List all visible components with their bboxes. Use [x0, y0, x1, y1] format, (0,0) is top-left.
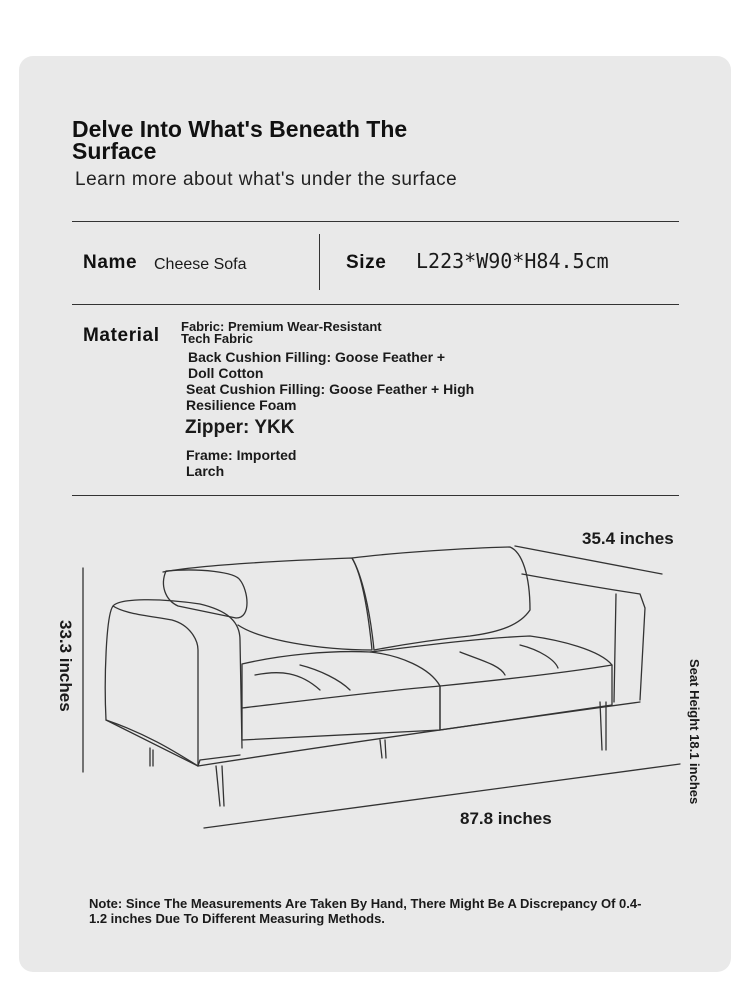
size-value: L223*W90*H84.5cm — [416, 249, 609, 273]
leg-front-left — [216, 766, 224, 806]
seat-cushion-right — [370, 636, 612, 730]
height-label: 33.3 inches — [56, 620, 75, 712]
material-fabric: Fabric: Premium Wear-Resistant Tech Fabric — [181, 319, 382, 346]
depth-dimension-line — [515, 546, 662, 574]
name-label: Name — [83, 252, 138, 273]
page-title: Delve Into What's Beneath The Surface — [72, 116, 408, 164]
back-cushion-left-top — [163, 570, 247, 618]
material-frame: Frame: Imported Larch — [186, 447, 297, 479]
leg-middle — [380, 740, 386, 758]
left-arm-front — [105, 606, 198, 766]
depth-label: 35.4 inches — [582, 529, 674, 548]
leg-back-left — [150, 748, 153, 766]
size-label: Size — [346, 252, 387, 273]
material-zipper: Zipper: YKK — [185, 417, 295, 438]
seat-tuft-1 — [255, 673, 320, 690]
back-cushion-right — [352, 547, 530, 650]
material-back-cushion: Back Cushion Filling: Goose Feather + Doll Cotton — [188, 349, 446, 381]
leg-front-right — [600, 702, 606, 750]
seat-tuft-3 — [460, 652, 505, 675]
page-subtitle: Learn more about what's under the surface — [75, 169, 458, 190]
width-label: 87.8 inches — [460, 809, 552, 828]
seat-tuft-4 — [520, 645, 558, 668]
measurement-note: Note: Since The Measurements Are Taken By Hand, There Might Be A Discrepancy Of 0.4-1.2 inches Due To Different Measuring Methods. — [89, 896, 642, 926]
material-label: Material — [83, 325, 160, 346]
material-seat-cushion: Seat Cushion Filling: Goose Feather + High Resilience Foam — [186, 381, 475, 413]
name-value: Cheese Sofa — [154, 256, 247, 273]
right-arm-front-edge — [614, 594, 616, 702]
width-dimension-line — [204, 764, 680, 828]
seat-tuft-2 — [300, 665, 350, 690]
seat-height-label: Seat Height 18.1 inches — [687, 659, 702, 805]
